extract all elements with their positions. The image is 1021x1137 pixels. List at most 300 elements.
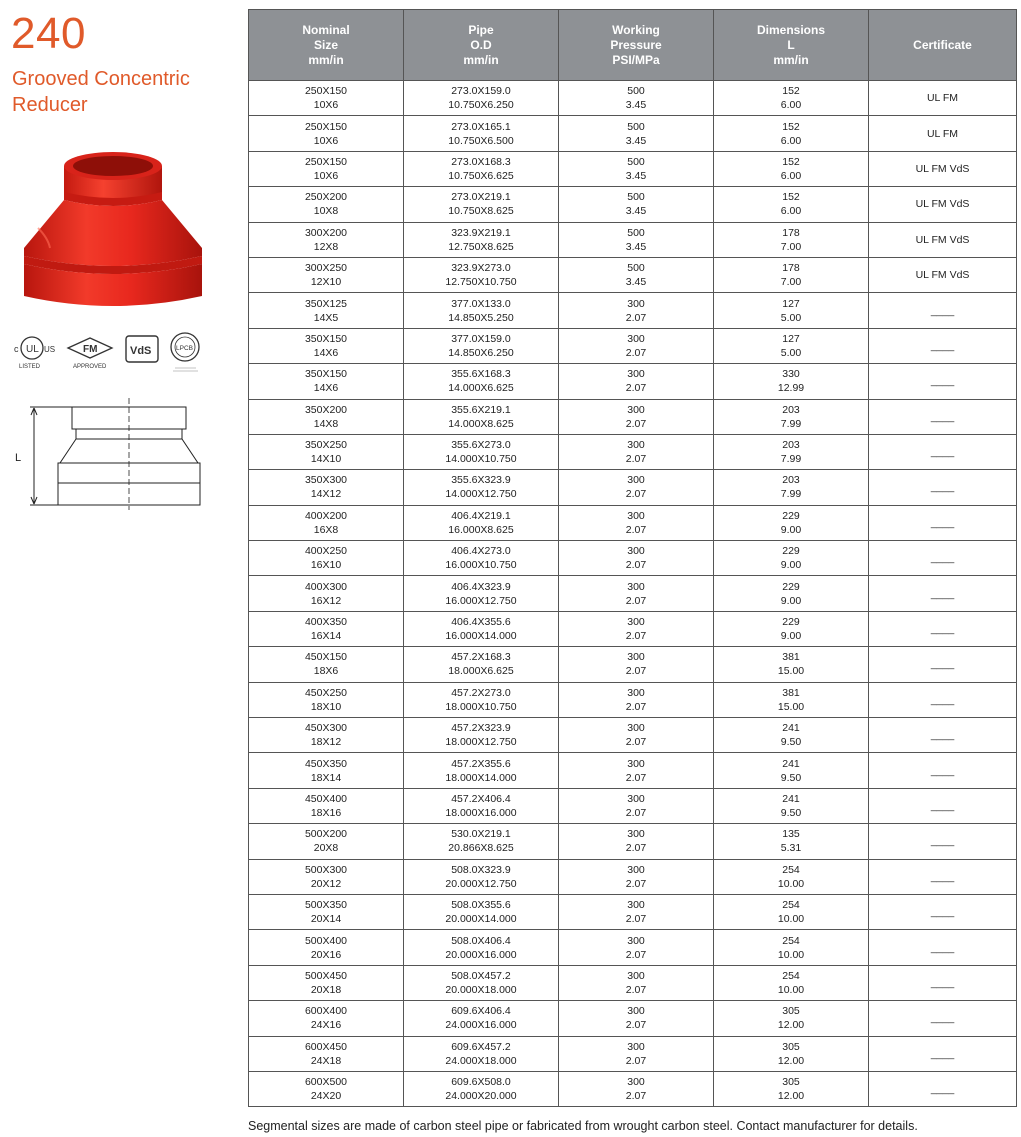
- cell-size: [249, 541, 404, 576]
- cell-length: [714, 788, 869, 823]
- header-line: Size: [313, 37, 338, 52]
- cell-certificate: UL FM VdS: [869, 222, 1017, 257]
- cell-od: [404, 824, 559, 859]
- cell-size: [249, 576, 404, 611]
- pressure-line: 500: [627, 120, 645, 133]
- header-line: mm/in: [308, 52, 344, 67]
- cell-od: [404, 611, 559, 646]
- ul-c-label: c: [14, 344, 19, 354]
- pressure-line: 300: [627, 297, 645, 310]
- cell-pressure: [559, 470, 714, 505]
- length-line: 9.00: [780, 630, 802, 643]
- pressure-line: 300: [627, 509, 645, 522]
- pressure-line: 300: [627, 580, 645, 593]
- size-line: 300X200: [304, 226, 348, 239]
- cell-size: [249, 894, 404, 929]
- cell-size: [249, 647, 404, 682]
- cell-size: [249, 116, 404, 151]
- footnote: Segmental sizes are made of carbon steel pipe or fabricated from wrought carbon steel. Contact manufacturer for details.: [248, 1119, 918, 1133]
- pressure-line: 300: [627, 616, 645, 629]
- table-row: [249, 470, 1017, 505]
- cell-od: [404, 753, 559, 788]
- cell-size: [249, 682, 404, 717]
- od-line: 457.2X273.0: [451, 686, 511, 699]
- size-line: 18X10: [310, 700, 342, 713]
- table-row: [249, 576, 1017, 611]
- cell-pressure: [559, 682, 714, 717]
- length-line: 254: [782, 969, 800, 982]
- od-line: 16.000X8.625: [448, 523, 514, 536]
- cell-od: [404, 434, 559, 469]
- od-line: 609.6X406.4: [451, 1005, 511, 1018]
- cell-od: [404, 470, 559, 505]
- cell-pressure: [559, 930, 714, 965]
- size-line: 350X125: [304, 297, 348, 310]
- cell-od: [404, 1071, 559, 1106]
- cell-od: [404, 505, 559, 540]
- length-line: 9.50: [780, 771, 802, 784]
- header-line: Working: [612, 22, 660, 37]
- od-line: 18.000X14.000: [445, 771, 517, 784]
- table-row: [249, 116, 1017, 151]
- od-line: 508.0X406.4: [451, 934, 511, 947]
- pressure-line: 300: [627, 828, 645, 841]
- pressure-line: 2.07: [625, 665, 647, 678]
- dimension-drawing: [10, 398, 210, 510]
- size-line: 350X150: [304, 368, 348, 381]
- length-line: 10.00: [777, 948, 805, 961]
- size-line: 18X6: [313, 665, 339, 678]
- cell-pressure: [559, 505, 714, 540]
- od-line: 18.000X6.625: [448, 665, 514, 678]
- dimension-l-label: L: [15, 452, 22, 464]
- od-line: 20.000X18.000: [445, 983, 517, 996]
- cell-od: [404, 399, 559, 434]
- size-line: 12X8: [313, 240, 339, 253]
- length-line: 15.00: [777, 665, 805, 678]
- cell-certificate: ____: [869, 682, 1017, 717]
- pressure-line: 500: [627, 155, 645, 168]
- pressure-line: 2.07: [625, 948, 647, 961]
- cell-length: [714, 930, 869, 965]
- size-line: 20X16: [310, 948, 342, 961]
- od-line: 10.750X6.500: [448, 134, 514, 147]
- table-row: [249, 187, 1017, 222]
- cell-size: [249, 328, 404, 363]
- length-line: 9.00: [780, 559, 802, 572]
- cell-certificate: UL FM: [869, 116, 1017, 151]
- table-row: [249, 930, 1017, 965]
- cell-size: [249, 718, 404, 753]
- length-line: 10.00: [777, 983, 805, 996]
- pressure-line: 500: [627, 262, 645, 275]
- cell-pressure: [559, 859, 714, 894]
- size-line: 450X250: [304, 686, 348, 699]
- cell-od: [404, 1001, 559, 1036]
- od-line: 20.000X16.000: [445, 948, 517, 961]
- cell-certificate: ____: [869, 434, 1017, 469]
- size-line: 14X10: [310, 453, 342, 466]
- size-line: 24X18: [310, 1054, 342, 1067]
- cell-certificate: ____: [869, 611, 1017, 646]
- cell-length: [714, 576, 869, 611]
- table-row: [249, 151, 1017, 186]
- table-row: [249, 399, 1017, 434]
- cell-pressure: [559, 187, 714, 222]
- cell-length: [714, 1036, 869, 1071]
- length-line: 381: [782, 651, 800, 664]
- cell-od: [404, 151, 559, 186]
- size-line: 18X12: [310, 736, 342, 749]
- cell-size: [249, 293, 404, 328]
- length-line: 7.00: [780, 240, 802, 253]
- cell-size: [249, 859, 404, 894]
- od-line: 14.000X6.625: [448, 382, 514, 395]
- od-line: 24.000X20.000: [445, 1090, 517, 1103]
- cell-certificate: ____: [869, 470, 1017, 505]
- size-line: 250X150: [304, 85, 348, 98]
- certification-logos: [10, 330, 240, 380]
- cell-length: [714, 965, 869, 1000]
- size-line: 500X350: [304, 899, 348, 912]
- cell-length: [714, 222, 869, 257]
- size-line: 10X8: [313, 205, 339, 218]
- pressure-line: 3.45: [625, 205, 647, 218]
- table-row: [249, 753, 1017, 788]
- length-line: 152: [782, 120, 800, 133]
- cell-pressure: [559, 1001, 714, 1036]
- pressure-line: 300: [627, 403, 645, 416]
- size-line: 450X400: [304, 793, 348, 805]
- length-line: 203: [782, 403, 800, 416]
- cell-certificate: ____: [869, 647, 1017, 682]
- pressure-line: 300: [627, 368, 645, 381]
- table-row: [249, 611, 1017, 646]
- fm-approved-label: APPROVED: [73, 364, 107, 370]
- header-line: O.D: [470, 37, 492, 52]
- cell-certificate: ____: [869, 824, 1017, 859]
- cell-size: [249, 788, 404, 823]
- size-line: 10X6: [313, 134, 339, 147]
- cell-pressure: [559, 116, 714, 151]
- od-line: 24.000X16.000: [445, 1019, 517, 1032]
- cell-od: [404, 293, 559, 328]
- cell-od: [404, 788, 559, 823]
- cell-pressure: [559, 399, 714, 434]
- table-row: [249, 328, 1017, 363]
- od-line: 406.4X273.0: [451, 545, 511, 558]
- size-line: 350X200: [304, 403, 348, 416]
- pressure-line: 300: [627, 651, 645, 664]
- size-line: 450X150: [304, 651, 348, 664]
- cell-pressure: [559, 1071, 714, 1106]
- length-line: 203: [782, 439, 800, 452]
- pressure-line: 2.07: [625, 453, 647, 466]
- pressure-line: 3.45: [625, 99, 647, 112]
- length-line: 12.00: [777, 1054, 805, 1067]
- cell-pressure: [559, 257, 714, 292]
- cell-length: [714, 541, 869, 576]
- length-line: 330: [782, 368, 800, 381]
- size-line: 24X20: [310, 1090, 342, 1103]
- table-row: [249, 965, 1017, 1000]
- size-line: 20X8: [313, 842, 339, 855]
- cell-length: [714, 718, 869, 753]
- pressure-line: 2.07: [625, 559, 647, 572]
- cell-size: [249, 824, 404, 859]
- cell-pressure: [559, 222, 714, 257]
- od-line: 406.4X323.9: [451, 580, 511, 593]
- od-line: 323.9X219.1: [451, 226, 511, 239]
- pressure-line: 500: [627, 226, 645, 239]
- pressure-line: 2.07: [625, 913, 647, 926]
- length-line: 241: [782, 722, 800, 735]
- od-line: 355.6X219.1: [451, 403, 511, 416]
- pressure-line: 300: [627, 1040, 645, 1053]
- length-line: 12.00: [777, 1090, 805, 1103]
- header-line: Pressure: [610, 37, 662, 52]
- size-line: 14X6: [313, 382, 339, 395]
- table-row: [249, 1036, 1017, 1071]
- pressure-line: 2.07: [625, 630, 647, 643]
- size-line: 400X300: [304, 580, 348, 593]
- cell-od: [404, 1036, 559, 1071]
- size-line: 14X8: [313, 417, 339, 430]
- cell-size: [249, 187, 404, 222]
- cell-certificate: ____: [869, 1071, 1017, 1106]
- od-line: 609.6X508.0: [451, 1076, 511, 1089]
- length-line: 254: [782, 899, 800, 912]
- cell-pressure: [559, 965, 714, 1000]
- cell-length: [714, 859, 869, 894]
- cell-length: [714, 187, 869, 222]
- header-dimensions: [714, 10, 869, 81]
- size-line: 350X150: [304, 332, 348, 345]
- product-sidebar: [0, 0, 240, 1137]
- pressure-line: 2.07: [625, 736, 647, 749]
- length-line: 9.00: [780, 523, 802, 536]
- pressure-line: 2.07: [625, 488, 647, 501]
- od-line: 508.0X355.6: [451, 899, 511, 912]
- length-line: 9.00: [780, 594, 802, 607]
- pressure-line: 300: [627, 722, 645, 735]
- cell-pressure: [559, 81, 714, 116]
- length-line: 229: [782, 616, 800, 629]
- spec-table: [248, 9, 1017, 1107]
- length-line: 9.50: [780, 736, 802, 749]
- cell-od: [404, 647, 559, 682]
- cell-od: [404, 718, 559, 753]
- cell-certificate: ____: [869, 293, 1017, 328]
- od-line: 18.000X10.750: [445, 700, 517, 713]
- size-line: 250X150: [304, 155, 348, 168]
- pressure-line: 3.45: [625, 276, 647, 289]
- pressure-line: 300: [627, 439, 645, 452]
- size-line: 20X12: [310, 877, 342, 890]
- od-line: 508.0X457.2: [451, 969, 511, 982]
- od-line: 377.0X159.0: [451, 332, 511, 345]
- cell-size: [249, 611, 404, 646]
- od-line: 20.000X14.000: [445, 913, 517, 926]
- table-header-row: [249, 10, 1017, 81]
- od-line: 457.2X406.4: [451, 793, 511, 805]
- cell-od: [404, 682, 559, 717]
- od-line: 12.750X8.625: [448, 240, 514, 253]
- cell-certificate: ____: [869, 930, 1017, 965]
- cell-length: [714, 505, 869, 540]
- od-line: 530.0X219.1: [451, 828, 511, 841]
- table-row: [249, 257, 1017, 292]
- cell-certificate: UL FM VdS: [869, 187, 1017, 222]
- od-line: 24.000X18.000: [445, 1054, 517, 1067]
- cell-certificate: ____: [869, 576, 1017, 611]
- cell-length: [714, 399, 869, 434]
- length-line: 6.00: [780, 169, 802, 182]
- cell-certificate: UL FM: [869, 81, 1017, 116]
- cell-od: [404, 930, 559, 965]
- pressure-line: 300: [627, 545, 645, 558]
- od-line: 377.0X133.0: [451, 297, 511, 310]
- od-line: 457.2X168.3: [451, 651, 511, 664]
- od-line: 14.000X10.750: [445, 453, 517, 466]
- cell-pressure: [559, 293, 714, 328]
- size-line: 16X8: [313, 523, 339, 536]
- header-line: mm/in: [463, 52, 499, 67]
- cell-length: [714, 328, 869, 363]
- cell-size: [249, 1001, 404, 1036]
- od-line: 14.850X5.250: [448, 311, 514, 324]
- length-line: 254: [782, 863, 800, 876]
- header-line: Dimensions: [756, 22, 825, 37]
- size-line: 250X200: [304, 191, 348, 204]
- size-line: 16X10: [310, 559, 342, 572]
- pressure-line: 300: [627, 1076, 645, 1089]
- size-line: 500X400: [304, 934, 348, 947]
- cell-size: [249, 965, 404, 1000]
- length-line: 229: [782, 509, 800, 522]
- size-line: 300X250: [304, 262, 348, 275]
- size-line: 16X14: [310, 630, 342, 643]
- table-row: [249, 682, 1017, 717]
- length-line: 127: [782, 297, 800, 310]
- length-line: 229: [782, 580, 800, 593]
- cell-length: [714, 151, 869, 186]
- length-line: 5.00: [780, 311, 802, 324]
- cell-certificate: ____: [869, 399, 1017, 434]
- size-line: 450X350: [304, 757, 348, 770]
- header-line: Nominal: [302, 22, 350, 37]
- pressure-line: 2.07: [625, 1090, 647, 1103]
- size-line: 20X18: [310, 983, 342, 996]
- cell-pressure: [559, 824, 714, 859]
- length-line: 254: [782, 934, 800, 947]
- od-line: 20.000X12.750: [445, 877, 517, 890]
- length-line: 305: [782, 1005, 800, 1018]
- od-line: 406.4X355.6: [451, 616, 511, 629]
- od-line: 323.9X273.0: [451, 262, 511, 275]
- table-row: [249, 222, 1017, 257]
- cell-length: [714, 116, 869, 151]
- cell-od: [404, 81, 559, 116]
- size-line: 400X350: [304, 616, 348, 629]
- cell-certificate: ____: [869, 753, 1017, 788]
- cell-size: [249, 470, 404, 505]
- pressure-line: 2.07: [625, 1054, 647, 1067]
- size-line: 18X14: [310, 771, 342, 784]
- cell-od: [404, 116, 559, 151]
- length-line: 305: [782, 1076, 800, 1089]
- lpcb-logo: [171, 333, 199, 371]
- length-line: 10.00: [777, 877, 805, 890]
- od-line: 273.0X219.1: [451, 191, 511, 204]
- cell-length: [714, 647, 869, 682]
- cell-certificate: ____: [869, 541, 1017, 576]
- length-line: 152: [782, 191, 800, 204]
- pressure-line: 2.07: [625, 417, 647, 430]
- pressure-line: 2.07: [625, 700, 647, 713]
- size-line: 24X16: [310, 1019, 342, 1032]
- lpcb-mark-label: LPCB: [176, 345, 193, 352]
- length-line: 12.00: [777, 1019, 805, 1032]
- cell-od: [404, 541, 559, 576]
- cell-pressure: [559, 151, 714, 186]
- pressure-line: 2.07: [625, 346, 647, 359]
- pressure-line: 3.45: [625, 240, 647, 253]
- length-line: 203: [782, 474, 800, 487]
- od-line: 406.4X219.1: [451, 509, 511, 522]
- pressure-line: 2.07: [625, 382, 647, 395]
- pressure-line: 300: [627, 899, 645, 912]
- size-line: 350X250: [304, 439, 348, 452]
- cell-certificate: ____: [869, 965, 1017, 1000]
- header-pipe-od: [404, 10, 559, 81]
- length-line: 7.99: [780, 453, 802, 466]
- od-line: 273.0X165.1: [451, 120, 511, 133]
- cell-certificate: ____: [869, 788, 1017, 823]
- length-line: 7.99: [780, 488, 802, 501]
- cell-length: [714, 81, 869, 116]
- header-line: Certificate: [913, 37, 972, 52]
- spec-table-body: [249, 81, 1017, 1107]
- od-line: 508.0X323.9: [451, 863, 511, 876]
- cell-length: [714, 753, 869, 788]
- cell-size: [249, 1036, 404, 1071]
- cell-od: [404, 328, 559, 363]
- length-line: 152: [782, 155, 800, 168]
- length-line: 9.50: [780, 807, 802, 819]
- length-line: 6.00: [780, 134, 802, 147]
- size-line: 500X300: [304, 863, 348, 876]
- od-line: 18.000X16.000: [445, 807, 517, 819]
- pressure-line: 500: [627, 191, 645, 204]
- size-line: 600X400: [304, 1005, 348, 1018]
- table-row: [249, 293, 1017, 328]
- cell-od: [404, 187, 559, 222]
- od-line: 457.2X355.6: [451, 757, 511, 770]
- table-row: [249, 505, 1017, 540]
- table-row: [249, 788, 1017, 823]
- pressure-line: 300: [627, 757, 645, 770]
- size-line: 600X500: [304, 1076, 348, 1089]
- cell-od: [404, 859, 559, 894]
- cell-certificate: ____: [869, 505, 1017, 540]
- length-line: 135: [782, 828, 800, 841]
- header-working-pressure: [559, 10, 714, 81]
- pressure-line: 500: [627, 85, 645, 98]
- length-line: 178: [782, 262, 800, 275]
- product-number: 240: [11, 9, 86, 58]
- size-line: 250X150: [304, 120, 348, 133]
